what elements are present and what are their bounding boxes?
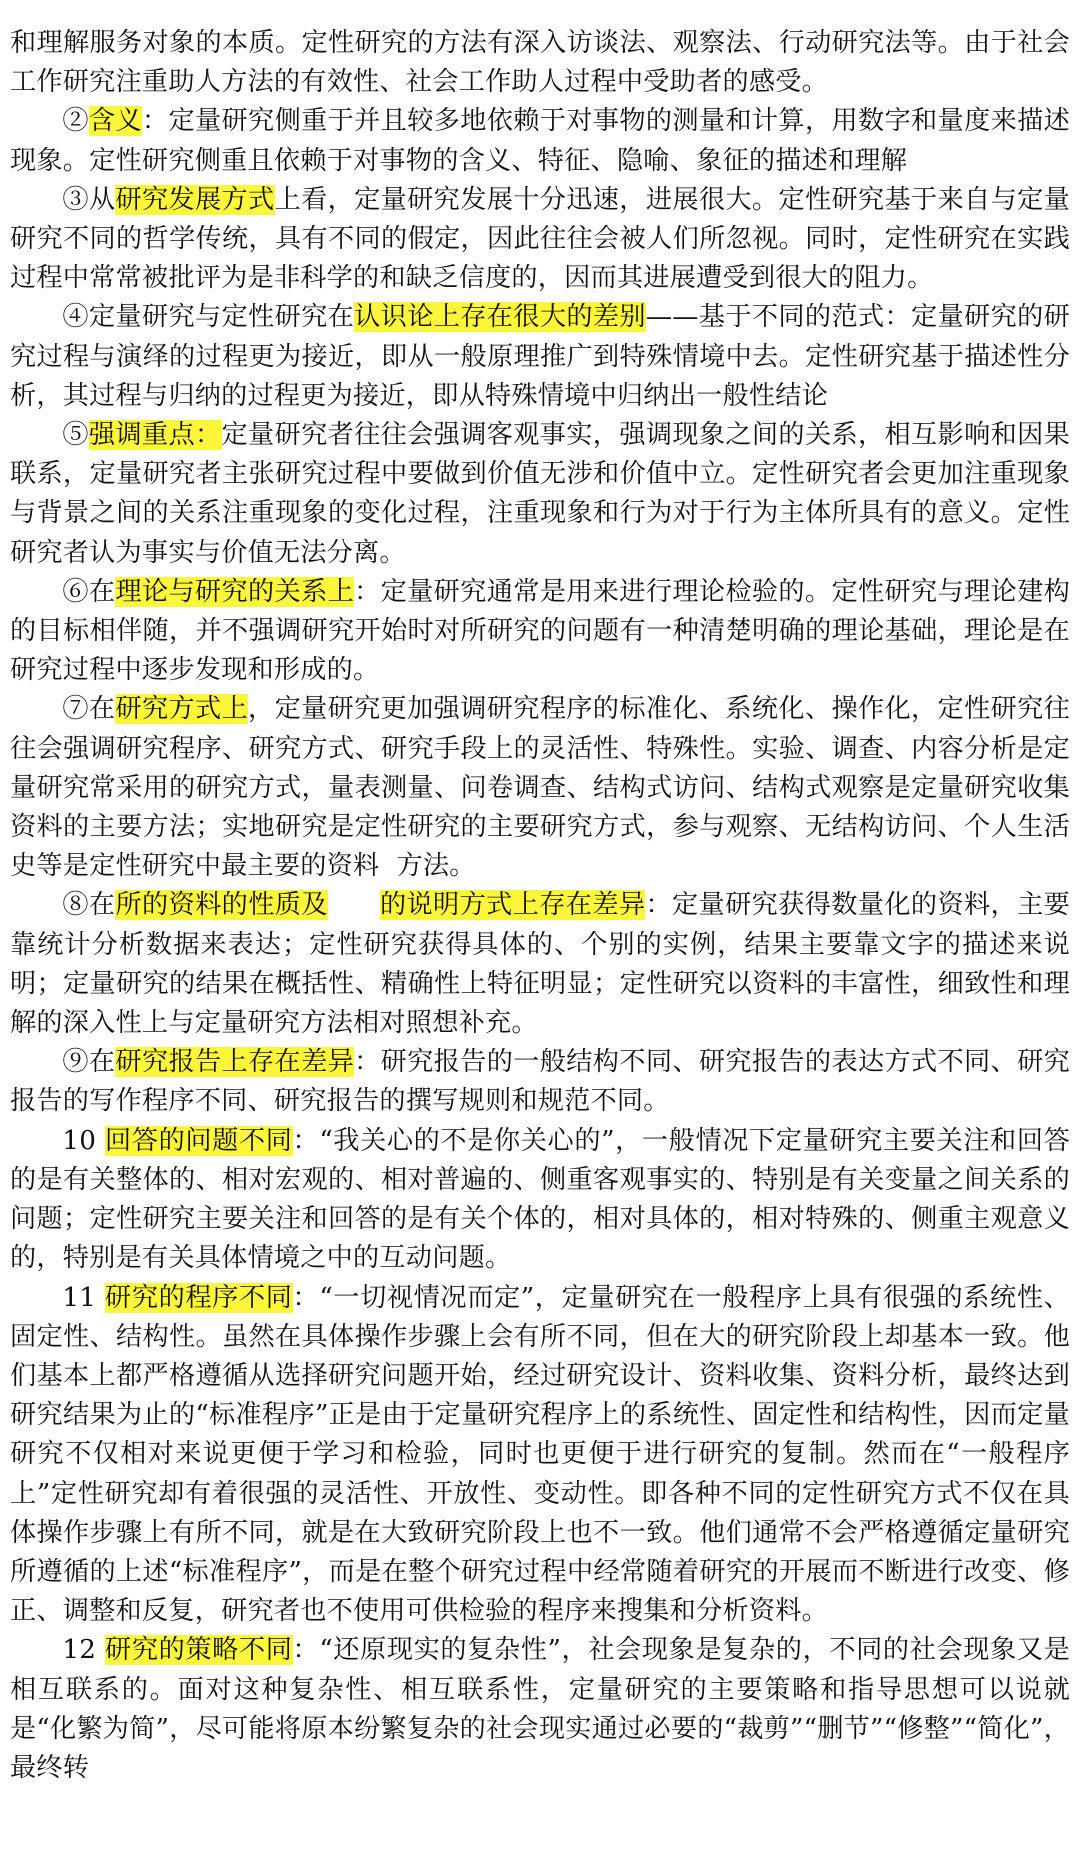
text-run: 上看，定量研究发展十分迅速，进展很大。定性研究基于来自与定量研究不同的哲学传统，具有不同的假定，因此往往会被人们所忽视。同时，定性研究在实践过程中常常被批评为是非科学的和缺乏信度的，因而其进展遭受到很大的阻力。 bbox=[10, 184, 1071, 294]
highlighted-term: 所的资料的性质及 bbox=[115, 890, 328, 921]
highlighted-term: 理论与研究的关系上 bbox=[115, 576, 355, 607]
text-run: 10 bbox=[62, 1125, 106, 1156]
text-run: ：定量研究获得数量化的资料，主要靠统计分析数据来表达；定性研究获得具体的、个别的实例，结果主要靠文字的描述来说明；定量研究的结果在概括性、精确性上特征明显；定性研究以资料的丰富性，细致性和理解的深入性上与定量研究方法相对照想补充。 bbox=[10, 890, 1071, 1039]
text-run: ：研究报告的一般结构不同、研究报告的表达方式不同、研究报告的写作程序不同、研究报告的撰写规则和规范不同。 bbox=[10, 1047, 1070, 1117]
paragraph-10-questions bbox=[10, 1122, 1070, 1279]
paragraph-5-emphasis bbox=[10, 416, 1070, 573]
highlighted-term: 回答的问题不同 bbox=[105, 1125, 293, 1156]
highlighted-term: 研究发展方式 bbox=[115, 184, 275, 215]
paragraph-2-meaning bbox=[10, 102, 1070, 180]
text-run: ：“一切视情况而定”，定量研究在一般程序上具有很强的系统性、固定性、结构性。虽然在具体操作步骤上会有所不同，但在大的研究阶段上却基本一致。他们基本上都严格遵循从选择研究问题开始，经过研究设计、资料收集、资料分析，最终达到研究结果为止的“标准程序”正是由于定量研究程序上的系统性、固定性和结构性，因而定量研究不仅相对来说更便于学习和检验，同时也更便于进行研究的复制。然而在“一般程序上”定性研究却有着很强的灵活性、开放性、变动性。即各种不同的定性研究方式不仅在具体操作步骤上有所不同，就是在大致研究阶段上也不一致。他们通常不会严格遵循定量研究所遵循的上述“标准程序”，而是在整个研究过程中经常随着研究的开展而不断进行改变、修正、调整和反复，研究者也不使用可供检验的程序来搜集和分析资料。 bbox=[10, 1282, 1071, 1627]
text-gap bbox=[328, 890, 380, 920]
text-run: ③从 bbox=[62, 184, 116, 215]
text-run: ：定量研究通常是用来进行理论检验的。定性研究与理论建构的目标相伴随，并不强调研究开始时对所研究的问题有一种清楚明确的理论基础，理论是在研究过程中逐步发现和形成的。 bbox=[10, 576, 1070, 686]
paragraph-9-report bbox=[10, 1043, 1070, 1121]
highlighted-term: 研究的程序不同 bbox=[105, 1282, 293, 1313]
text-run: 和理解服务对象的本质。定性研究的方法有深入访谈法、观察法、行动研究法等。由于社会工作研究注重助人方法的有效性、社会工作助人过程中受助者的感受。 bbox=[10, 28, 1070, 98]
text-run: 12 bbox=[62, 1635, 106, 1666]
text-run: ⑤ bbox=[62, 420, 89, 451]
highlighted-term: 研究报告上存在差异 bbox=[115, 1047, 355, 1078]
paragraph-3-development bbox=[10, 181, 1070, 299]
text-gap bbox=[379, 851, 396, 881]
text-run: 方法。 bbox=[396, 851, 476, 882]
highlighted-term: 强调重点： bbox=[88, 420, 222, 451]
paragraph-8-data-nature bbox=[10, 886, 1070, 1043]
paragraph-intro bbox=[10, 24, 1070, 102]
text-run: ：“还原现实的复杂性”，社会现象是复杂的，不同的社会现象又是相互联系的。面对这种复杂性、相互联系性，定量研究的主要策略和指导思想可以说就是“化繁为简”，尽可能将原本纷繁复杂的社会现实通过必要的“裁剪”“删节”“修整”“简化”，最终转 bbox=[10, 1635, 1071, 1783]
paragraph-11-procedure bbox=[10, 1279, 1070, 1632]
text-run: ⑥在 bbox=[62, 576, 116, 607]
text-run: 定量研究者往往会强调客观事实，强调现象之间的关系，相互影响和因果联系，定量研究者主张研究过程中要做到价值无涉和价值中立。定性研究者会更加注重现象与背景之间的关系注重现象的变化过程，注重现象和行为对于行为主体所具有的意义。定性研究者认为事实与价值无法分离。 bbox=[10, 420, 1071, 568]
paragraph-12-strategy bbox=[10, 1631, 1070, 1788]
highlighted-term: 含义 bbox=[88, 106, 142, 137]
document-page bbox=[10, 24, 1070, 1788]
paragraph-4-epistemology bbox=[10, 298, 1070, 416]
text-run: ⑦在 bbox=[62, 694, 116, 725]
paragraph-7-method bbox=[10, 690, 1070, 886]
text-run: ，定量研究更加强调研究程序的标准化、系统化、操作化，定性研究往往会强调研究程序、研究方式、研究手段上的灵活性、特殊性。实验、调查、内容分析是定量研究常采用的研究方式，量表测量、问卷调查、结构式访问、结构式观察是定量研究收集资料的主要方法；实地研究是定性研究的主要研究方式，参与观察、无结构访问、个人生活史等是定性研究中最主要的资料 bbox=[10, 694, 1071, 882]
paragraph-6-theory bbox=[10, 573, 1070, 691]
text-run: ⑨在 bbox=[62, 1047, 116, 1078]
text-run: ——基于不同的范式：定量研究的研究过程与演绎的过程更为接近，即从一般原理推广到特殊情境中去。定性研究基于描述性分析，其过程与归纳的过程更为接近，即从特殊情境中归纳出一般性结论 bbox=[10, 302, 1071, 411]
text-run: 11 bbox=[62, 1282, 106, 1313]
highlighted-term: 认识论上存在很大的差别 bbox=[354, 302, 646, 333]
text-run: ：“我关心的不是你关心的”，一般情况下定量研究主要关注和回答的是有关整体的、相对宏观的、相对普遍的、侧重客观事实的、特别是有关变量之间关系的问题；定性研究主要关注和回答的是有关个体的，相对具体的，相对特殊的、侧重主观意义的，特别是有关具体情境之中的互动问题。 bbox=[10, 1125, 1071, 1274]
highlighted-term: 的说明方式上存在差异 bbox=[379, 890, 646, 921]
text-run: ② bbox=[62, 106, 89, 137]
text-run: ⑧在 bbox=[62, 890, 116, 921]
text-run: ：定量研究侧重于并且较多地依赖于对事物的测量和计算，用数字和量度来描述现象。定性研究侧重且依赖于对事物的含义、特征、隐喻、象征的描述和理解 bbox=[10, 106, 1071, 176]
text-run: ④定量研究与定性研究在 bbox=[62, 302, 355, 333]
highlighted-term: 研究的策略不同 bbox=[105, 1635, 293, 1666]
highlighted-term: 研究方式上 bbox=[115, 694, 249, 725]
